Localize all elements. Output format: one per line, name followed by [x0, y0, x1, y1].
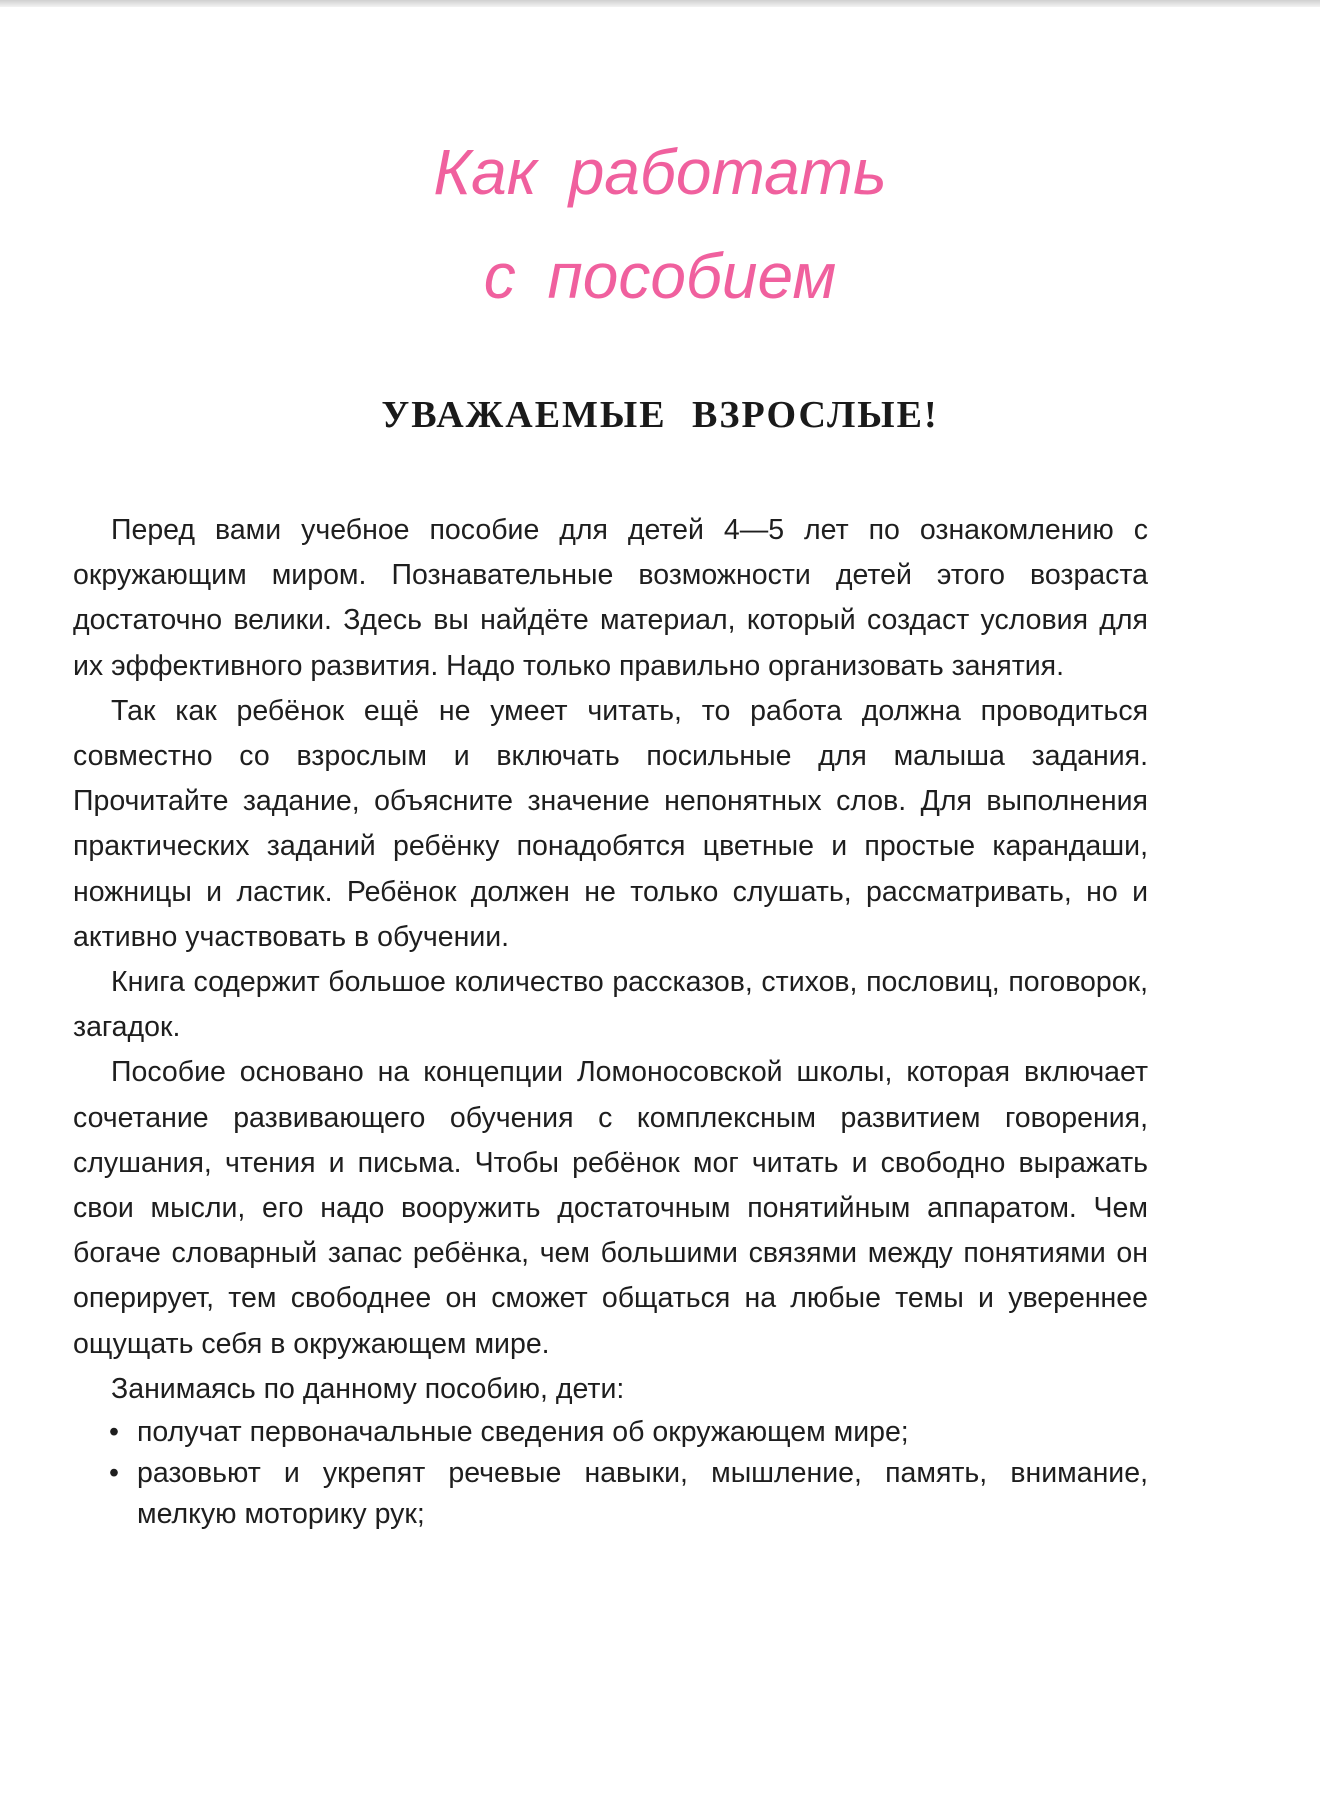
- list-item: • разовьют и укрепят речевые навыки, мышление, память, внимание, мелкую моторику рук;: [137, 1453, 1148, 1535]
- paragraph-concept: Пособие основано на концепции Ломоносовской школы, которая включает сочетание развивающего обучения с комплексным развитием говорения, слушания, чтения и письма. Чтобы ребёнок мог читать и свободно выражать свои мысли, его надо вооружить достаточным понятийным аппаратом. Чем богаче словарный запас ребёнка, чем большими связями между понятиями он оперирует, тем свободнее он сможет общаться на любые темы и увереннее ощущать себя в окружающем мире.: [73, 1056, 1148, 1360]
- body-text: [73, 508, 1148, 1535]
- outcomes-list: [73, 1412, 1148, 1535]
- paragraph-work-with-adult: Так как ребёнок ещё не умеет читать, то работа должна проводиться совместно со взрослым и включать посильные для малыша задания. Прочитайте задание, объясните значение непонятных слов. Для выполнения практических заданий ребёнку понадобятся цветные и простые карандаши, ножницы и ластик. Ребёнок должен не только слушать, рассматривать, но и активно участвовать в обучении.: [73, 694, 1148, 953]
- list-item: • получат первоначальные сведения об окружающем мире;: [137, 1412, 1148, 1453]
- page-title-line-2: с пособием: [483, 240, 837, 312]
- paragraph-outcomes-intro: Занимаясь по данному пособию, дети:: [111, 1372, 625, 1405]
- greeting-heading: УВАЖАЕМЫЕ ВЗРОСЛЫЕ!: [381, 394, 939, 436]
- page-title: [0, 120, 1320, 328]
- paragraph-book-contents: Книга содержит большое количество рассказов, стихов, пословиц, поговорок, загадок.: [73, 966, 1148, 1044]
- paragraph-intro: Перед вами учебное пособие для детей 4—5 лет по ознакомлению с окружающим миром. Познавательные возможности детей этого возраста достаточно велики. Здесь вы найдёте материал, который создаст условия для их эффективного развития. Надо только правильно организовать занятия.: [73, 514, 1148, 682]
- page-title-line-1: Как работать: [433, 136, 887, 208]
- page-top-edge: [0, 0, 1320, 7]
